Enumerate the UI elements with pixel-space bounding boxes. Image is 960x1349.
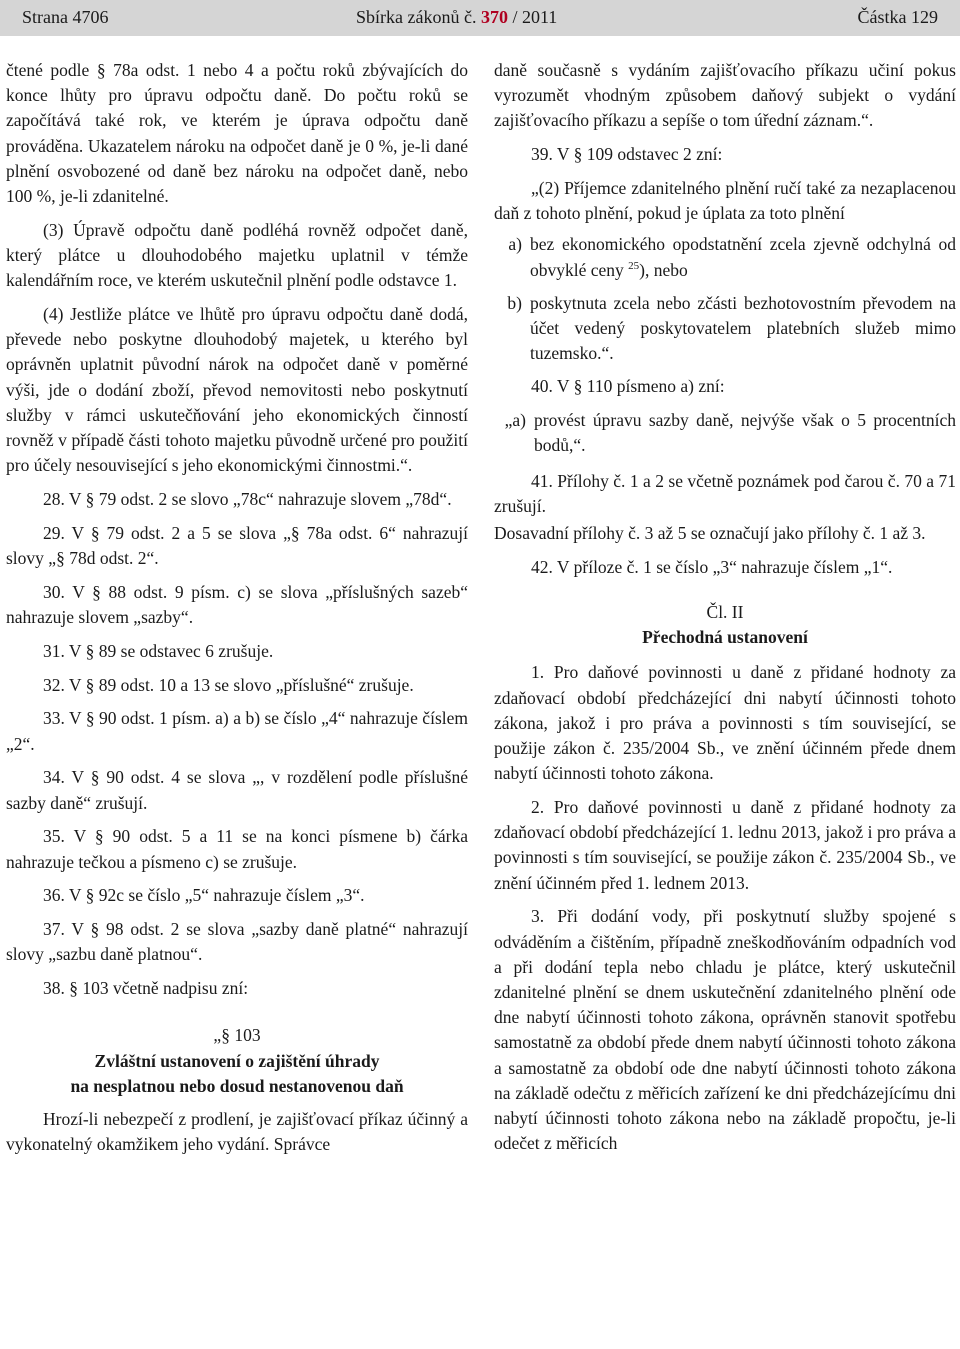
left-column (6, 58, 468, 1166)
paragraph-4: (4) Jestliže plátce ve lhůtě pro úpravu odpočtu daně dodá, převede nebo poskytne dlouhodobý majetek, u kterého byl oprávněn uplatnit původní nárok na odpočet daně v poměrné výši, jde o dodání zboží, převod nemovitosti nebo poskytnutí služby v rámci uskutečňování jeho ekonomických činností rovněž v případě části tohoto majetku původně určené pro použití pro účely nesouvisející s jeho ekonomickými činnostmi.“. (6, 304, 468, 476)
amendment-41: 41. Přílohy č. 1 a 2 se včetně poznámek pod čarou č. 70 a 71 zrušují. (494, 470, 956, 516)
section-title-line-2: na nesplatnou nebo dosud nestanovenou daň (70, 1075, 404, 1096)
page-header (0, 0, 960, 36)
law-number: 370 (480, 7, 508, 27)
amendment-40: 40. V § 110 písmeno a) zní: (531, 376, 725, 397)
transitional-2: 2. Pro daňové povinnosti u daně z přidané hodnoty za zdaňovací období předcházející 1. lednu 2013, jakož i pro práva a povinnosti s tím související, se použije zákon č. 235/2004 Sb., ve znění účinném před 1. lednem 2013. (494, 797, 956, 893)
article-number: Čl. II (706, 602, 744, 623)
list-item-40a (494, 408, 956, 458)
amendment-32: 32. V § 89 odst. 10 a 13 se slovo „příslušné“ zrušuje. (43, 674, 414, 695)
amendment-39-quote: „(2) Příjemce zdanitelného plnění ručí také za nezaplacenou daň z tohoto plnění, pokud je úplata za toto plnění (494, 178, 956, 224)
amendment-37: 37. V § 98 odst. 2 se slova „sazby daně platné“ nahrazují slovy „sazbu daně platnou“. (6, 919, 468, 965)
section-text: Hrozí-li nebezpečí z prodlení, je zajišťovací příkaz účinný a vykonatelný okamžikem jeho vydání. Správce (6, 1109, 468, 1155)
page-number: Strana 4706 (22, 7, 109, 27)
list-item-label: „a) (504, 410, 526, 431)
footnote-ref: 25 (628, 259, 640, 272)
collection-name: Sbírka zákonů č. (356, 7, 477, 27)
collection-title (356, 7, 557, 28)
section-number: „§ 103 (213, 1025, 261, 1046)
list-item-label: b) (507, 292, 522, 313)
amendment-31: 31. V § 89 se odstavec 6 zrušuje. (43, 640, 274, 661)
transitional-1: 1. Pro daňové povinnosti u daně z přidané hodnoty za zdaňovací období předcházející dni nabytí účinnosti tohoto zákona, jakož i pro práva a povinnosti s tím související, se použije zákon č. 235/2004 Sb., ve znění účinném přede dnem nabytí účinnosti tohoto zákona. (494, 662, 956, 784)
paragraph-3: (3) Úpravě odpočtu daně podléhá rovněž odpočet daně, který plátce u dlouhodobého majetku uplatnil v témže kalendářním roce, ve kterém uskutečnil plnění podle odstavce 1. (6, 219, 468, 291)
list-item-label: a) (508, 234, 522, 255)
list-item-a (494, 232, 956, 282)
right-column (494, 58, 956, 1165)
amendment-29: 29. V § 79 odst. 2 a 5 se slova „§ 78a odst. 6“ nahrazují slovy „§ 78d odst. 2“. (6, 522, 468, 569)
amendment-36: 36. V § 92c se číslo „5“ nahrazuje číslem „3“. (43, 885, 365, 906)
amendment-38: 38. § 103 včetně nadpisu zní: (43, 978, 249, 999)
amendment-30: 30. V § 88 odst. 9 písm. c) se slova „příslušných sazeb“ nahrazuje slovem „sazby“. (6, 581, 468, 628)
law-year: / 2011 (512, 7, 558, 27)
paragraph-continuation-right: daně současně s vydáním zajišťovacího příkazu učiní pokus vyrozumět vhodným způsobem daňový subjekt o vydání zajišťovacího příkazu a sepíše o tom úřední záznam.“. (494, 60, 956, 131)
amendment-34: 34. V § 90 odst. 4 se slova „, v rozdělení podle příslušné sazby daně“ zrušují. (6, 767, 468, 813)
list-item-text: provést úpravu sazby daně, nejvýše však o 5 procentních bodů,“. (534, 410, 956, 456)
amendment-28: 28. V § 79 odst. 2 se slovo „78c“ nahrazuje slovem „78d“. (43, 489, 452, 510)
amendment-35: 35. V § 90 odst. 5 a 11 se na konci písmene b) čárka nahrazuje tečkou a písmeno c) se zrušuje. (6, 826, 468, 872)
list-item-b (494, 291, 956, 367)
list-item-text: poskytnuta zcela nebo zčásti bezhotovostním převodem na účet vedený poskytovatelem platebních služeb mimo tuzemsko.“. (530, 292, 956, 364)
amendment-41-note: Dosavadní přílohy č. 3 až 5 se označují jako přílohy č. 1 až 3. (494, 523, 926, 544)
amendment-33: 33. V § 90 odst. 1 písm. a) a b) se číslo „4“ nahrazuje číslem „2“. (6, 708, 468, 754)
paragraph-continuation: čtené podle § 78a odst. 1 nebo 4 a počtu roků zbývajících do konce lhůty pro úpravu odpočtu daně. Do počtu roků se započítává také rok, ve kterém je úprava odpočtu daně prováděna. Ukazatelem nároku na odpočet daně je 0 %, je-li dané plnění osvobozené od daně bez nároku na odpočet daně, nebo 100 %, je-li zdanitelné. (6, 60, 468, 207)
amendment-42: 42. V příloze č. 1 se číslo „3“ nahrazuje číslem „1“. (531, 556, 893, 577)
section-title-line-1: Zvláštní ustanovení o zajištění úhrady (94, 1050, 380, 1071)
issue-number: Částka 129 (857, 7, 938, 27)
article-title: Přechodná ustanovení (642, 627, 808, 648)
amendment-39: 39. V § 109 odstavec 2 zní: (531, 144, 723, 165)
transitional-3: 3. Při dodání vody, při poskytnutí služby spojené s odváděním a čištěním, případně zneškodňováním odpadních vod a při dodání tepla nebo chladu je plátce, který uskutečnil zdanitelné plnění se dnem uskutečnění zdanitelného plnění ode dne nabytí účinnosti tohoto zákona, oprávněn stanovit spotřebu samostatně za období přede dnem nabytí účinnosti tohoto zákona a samostatně za období ode dne nabytí účinnosti tohoto zákona na základě odečtu z měřicích zařízení ke dni předcházejícímu dni nabytí účinnosti tohoto zákona nebo na základě propočtu, je-li odečet z měřicích (494, 906, 956, 1154)
list-item-text: bez ekonomického opodstatnění zcela zjevně odchylná od obvyklé ceny $^{25}$), nebo (530, 234, 956, 280)
